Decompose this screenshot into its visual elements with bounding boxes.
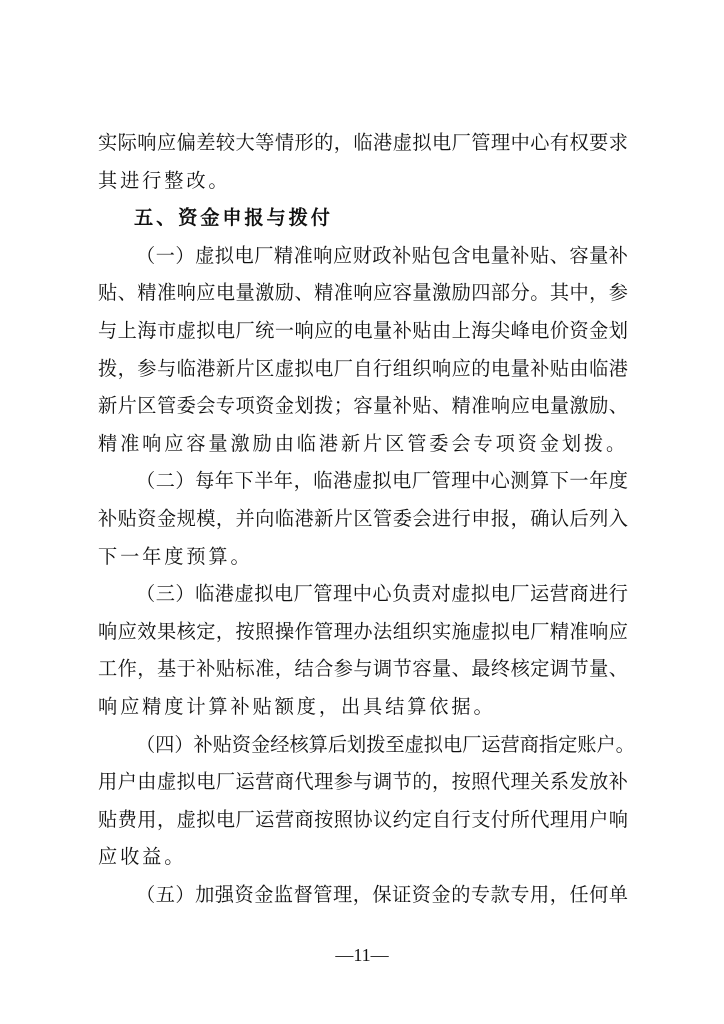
page-number: —11— bbox=[335, 945, 389, 965]
body-line: 新片区管委会专项资金划拨；容量补贴、精准响应电量激励、 bbox=[98, 394, 628, 418]
body-line: 其进行整改。 bbox=[98, 168, 231, 192]
section-heading: 五、资金申报与拨付 bbox=[134, 206, 333, 230]
body-line: 精准响应容量激励由临港新片区管委会专项资金划拨。 bbox=[98, 431, 629, 455]
body-line: 应收益。 bbox=[98, 845, 187, 869]
body-line: 与上海市虚拟电厂统一响应的电量补贴由上海尖峰电价资金划 bbox=[98, 319, 628, 342]
body-line: 工作，基于补贴标准，结合参与调节容量、最终核定调节量、 bbox=[98, 657, 628, 681]
body-line: 拨，参与临港新片区虚拟电厂自行组织响应的电量补贴由临港 bbox=[98, 356, 628, 380]
body-line: 贴、精准响应电量激励、精准响应容量激励四部分。其中，参 bbox=[98, 281, 628, 305]
paragraph-first-line: （三）临港虚拟电厂管理中心负责对虚拟电厂运营商进行 bbox=[136, 582, 628, 606]
paragraph-first-line: （五）加强资金监督管理，保证资金的专款专用，任何单 bbox=[136, 883, 628, 906]
body-line: 下一年度预算。 bbox=[98, 544, 253, 568]
body-line: 响应效果核定，按照操作管理办法组织实施虚拟电厂精准响应 bbox=[98, 619, 628, 643]
body-line: 补贴资金规模，并向临港新片区管委会进行申报，确认后列入 bbox=[98, 507, 628, 530]
paragraph-first-line: （二）每年下半年，临港虚拟电厂管理中心测算下一年度 bbox=[136, 469, 628, 493]
body-line: 实际响应偏差较大等情形的，临港虚拟电厂管理中心有权要求 bbox=[98, 131, 628, 154]
paragraph-first-line: （四）补贴资金经核算后划拨至虚拟电厂运营商指定账户。 bbox=[136, 732, 635, 756]
paragraph-first-line: （一）虚拟电厂精准响应财政补贴包含电量补贴、容量补 bbox=[136, 243, 628, 267]
body-line: 响应精度计算补贴额度，出具结算依据。 bbox=[98, 695, 496, 718]
body-line: 用户由虚拟电厂运营商代理参与调节的，按照代理关系发放补 bbox=[98, 770, 628, 794]
body-line: 贴费用，虚拟电厂运营商按照协议约定自行支付所代理用户响 bbox=[98, 807, 628, 831]
